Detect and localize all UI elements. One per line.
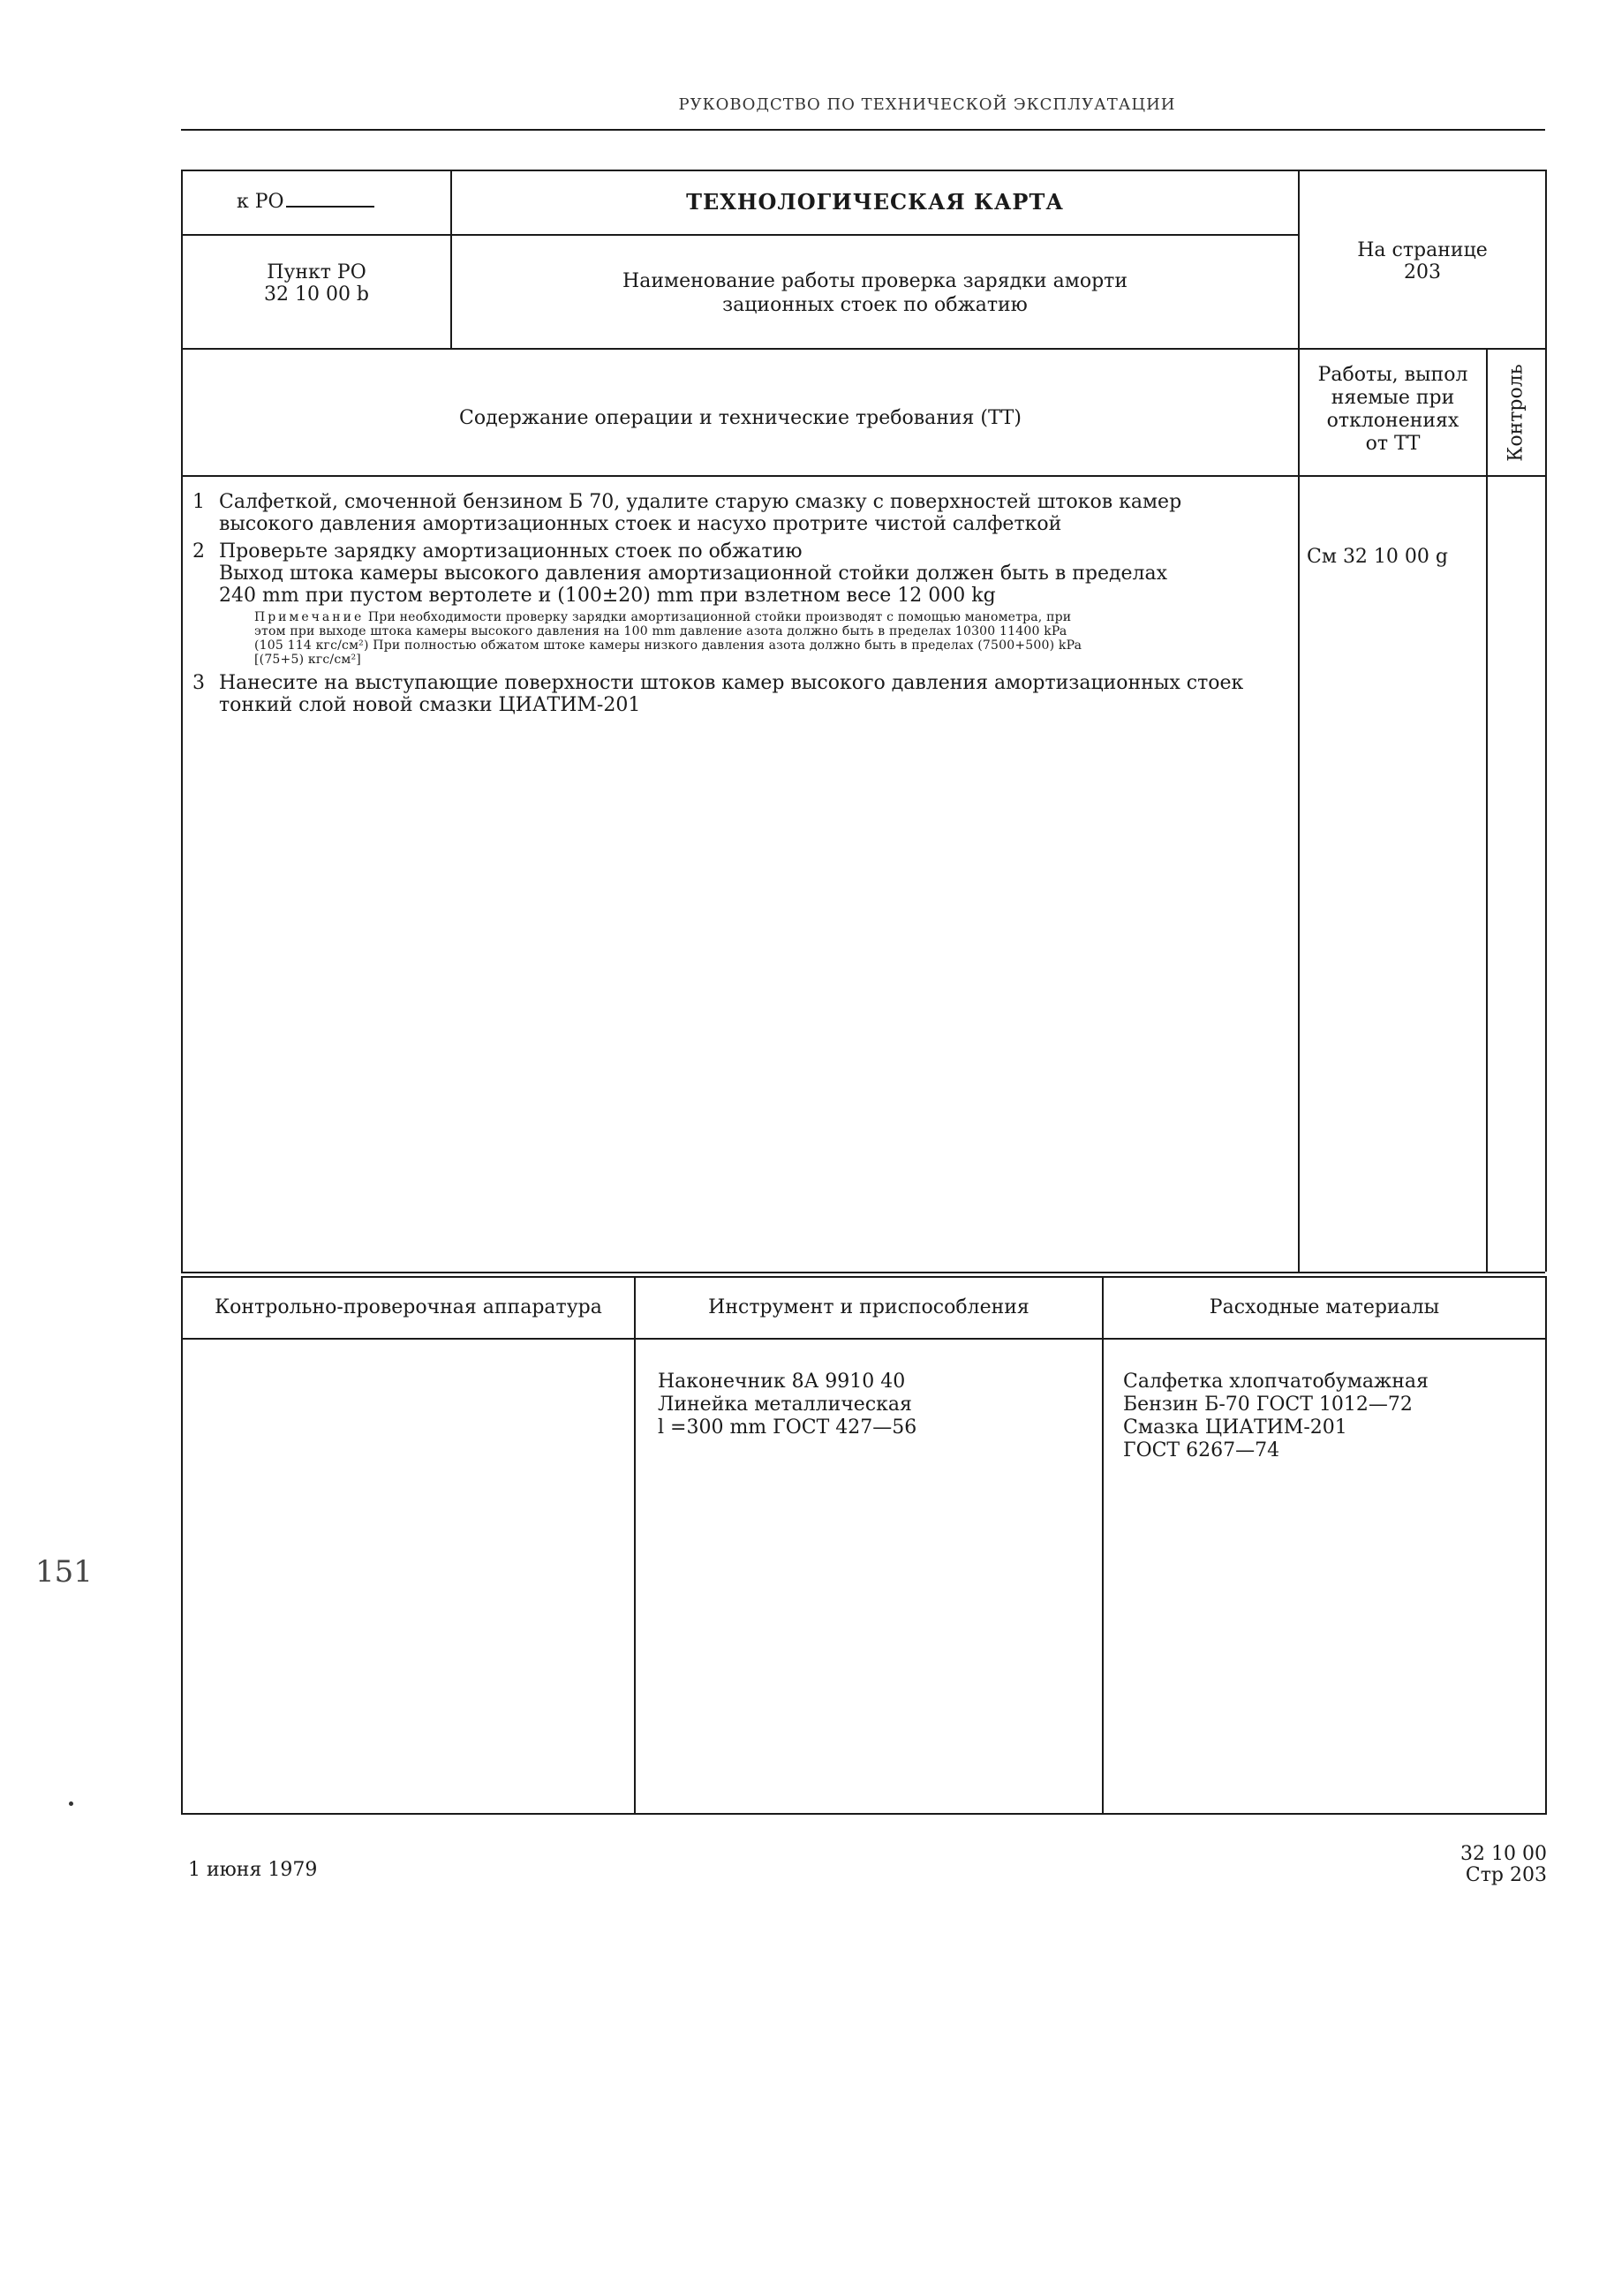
work-name-line2: зационных стоек по обжатию (722, 294, 1028, 316)
equipment-header: Контрольно-проверочная аппаратура (215, 1296, 602, 1318)
deviation-header-line: от ТТ (1365, 433, 1421, 455)
tool-item: l =300 mm ГОСТ 427—56 (658, 1416, 917, 1439)
page-value: 203 (1404, 261, 1441, 283)
tools-list (658, 1371, 916, 1439)
operation-item (192, 491, 1287, 535)
title-row-border (181, 234, 1300, 236)
content-column-header: Содержание операции и технические требования (ТТ) (459, 407, 1022, 429)
operation-number: 1 (192, 491, 205, 513)
bottom-table-divider-2 (1102, 1276, 1104, 1813)
margin-mark: 151 (35, 1554, 93, 1590)
ref-ro-label: к РО (237, 191, 284, 213)
deviation-header-line: Работы, выпол (1317, 364, 1468, 386)
punkt-ro-label: Пункт РО (267, 261, 366, 283)
deviation-column-header (1300, 364, 1486, 456)
deviation-header-line: няемые при (1331, 387, 1455, 409)
operation-number: 2 (192, 540, 205, 563)
bottom-table-header-border (181, 1338, 1545, 1340)
card-left-border (181, 170, 183, 1272)
operation-note (254, 610, 1287, 667)
header-row-border (181, 348, 1545, 350)
operation-item (192, 540, 1287, 667)
header-rule (181, 129, 1545, 131)
note-line: При необходимости проверку зарядки амортизационной стойки производят с помощью манометра, при (367, 610, 1072, 624)
materials-header: Расходные материалы (1209, 1296, 1440, 1318)
operation-line: Салфеткой, смоченной бензином Б 70, удалите старую смазку с поверхностей штоков камер (219, 491, 1182, 513)
footer-page: Стр 203 (1465, 1864, 1547, 1886)
bottom-table-top-border (181, 1276, 1545, 1278)
operation-line: Выход штока камеры высокого давления амортизационной стойки должен быть в пределах (219, 563, 1168, 585)
control-col-border (1486, 348, 1488, 1272)
punkt-ro-value: 32 10 00 b (263, 283, 370, 306)
footer-doc-code: 32 10 00 (1460, 1843, 1547, 1865)
operation-line: 240 mm при пустом вертолете и (100±20) mm при взлетном весе 12 000 kg (219, 585, 996, 607)
card-divider-right (1298, 170, 1300, 1272)
deviation-reference: См 32 10 00 g (1307, 546, 1448, 568)
card-title: ТЕХНОЛОГИЧЕСКАЯ КАРТА (686, 189, 1064, 215)
operation-number: 3 (192, 672, 205, 694)
page-label: На странице (1357, 239, 1488, 261)
bottom-table-left-border (181, 1276, 183, 1813)
note-line: (105 114 кгс/см²) При полностью обжатом штоке камеры низкого давления азота должно быть в пределах (7500+500) kPa (254, 638, 1082, 653)
material-item: Смазка ЦИАТИМ-201 (1123, 1416, 1347, 1439)
margin-dot (69, 1801, 73, 1806)
bottom-table-divider-1 (634, 1276, 636, 1813)
ref-ro-blank (286, 206, 374, 208)
material-item: ГОСТ 6267—74 (1123, 1439, 1280, 1461)
ref-ro (237, 190, 374, 214)
operation-line: тонкий слой новой смазки ЦИАТИМ-201 (219, 694, 641, 716)
card-right-border (1545, 170, 1547, 1272)
card-top-border (181, 170, 1545, 171)
operation-item (192, 672, 1287, 716)
material-item: Бензин Б-70 ГОСТ 1012—72 (1123, 1393, 1413, 1416)
control-column-header: Контроль (1505, 363, 1528, 462)
card-bottom-border (181, 1272, 1545, 1273)
running-title: РУКОВОДСТВО ПО ТЕХНИЧЕСКОЙ ЭКСПЛУАТАЦИИ (678, 95, 1176, 114)
control-column-header-cell (1488, 350, 1545, 475)
material-item: Салфетка хлопчатобумажная (1123, 1371, 1429, 1393)
tools-header: Инструмент и приспособления (708, 1296, 1029, 1318)
bottom-table-right-border (1545, 1276, 1547, 1813)
tool-item: Линейка металлическая (658, 1393, 912, 1416)
note-line: этом при выходе штока камеры высокого давления на 100 mm давление азота должно быть в пределах 10300 11400 kPa (254, 624, 1067, 638)
note-label: Примечание (254, 610, 365, 624)
columns-header-border (181, 475, 1545, 477)
operation-line: Проверьте зарядку амортизационных стоек по обжатию (219, 540, 803, 563)
tool-item: Наконечник 8А 9910 40 (658, 1371, 906, 1393)
materials-list (1123, 1371, 1429, 1462)
operation-line: Нанесите на выступающие поверхности штоков камер высокого давления амортизационных стоек (219, 672, 1244, 694)
bottom-table-bottom-border (181, 1813, 1547, 1815)
note-line: [(75+5) кгс/см²] (254, 653, 361, 667)
deviation-header-line: отклонениях (1326, 410, 1459, 432)
operations-list (192, 491, 1287, 721)
operation-line: высокого давления амортизационных стоек и насухо протрите чистой салфеткой (219, 513, 1062, 535)
work-name-line1: Наименование работы проверка зарядки аморти (622, 270, 1128, 292)
footer-date: 1 июня 1979 (188, 1859, 318, 1881)
